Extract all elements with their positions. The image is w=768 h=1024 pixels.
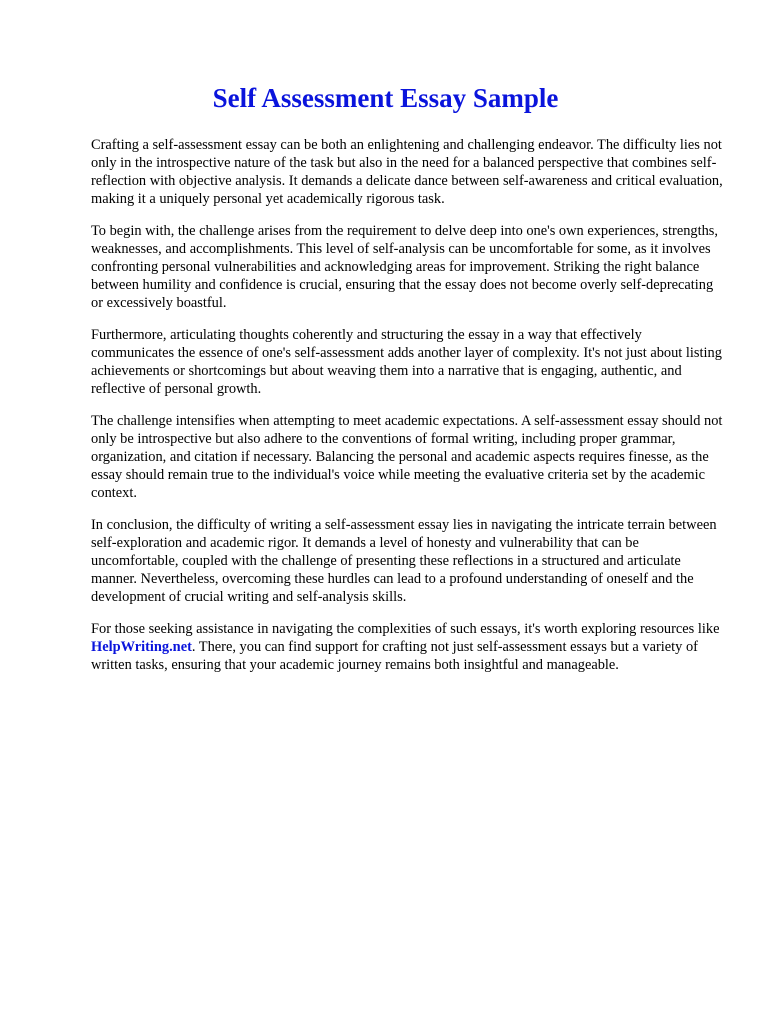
paragraph-structure: Furthermore, articulating thoughts coherently and structuring the essay in a way that effectively communicates the essence of one's self-assessment adds another layer of complexity. It's not just about listing achievements or shortcomings but about weaving them into a narrative that is engaging, authentic, and reflective of personal growth.: [91, 327, 722, 397]
resources-text-after-link: . There, you can find support for crafting not just self-assessment essays but a variety of written tasks, ensuring that your academic journey remains both insightful and manageable.: [91, 639, 698, 673]
paragraph-challenge: To begin with, the challenge arises from the requirement to delve deep into one's own experiences, strengths, weaknesses, and accomplishments. This level of self-analysis can be uncomfortable for some, as it involves confronting personal vulnerabilities and acknowledging areas for improvement. Striking the right balance between humility and confidence is crucial, ensuring that the essay does not become overly self-deprecating or excessively boastful.: [91, 223, 718, 311]
paragraph-intro: Crafting a self-assessment essay can be both an enlightening and challenging endeavor. The difficulty lies not only in the introspective nature of the task but also in the need for a balanced perspective that combines self-reflection with objective analysis. It demands a delicate dance between self-awareness and critical evaluation, making it a uniquely personal yet academically rigorous task.: [91, 137, 723, 207]
paragraph-academic: The challenge intensifies when attempting to meet academic expectations. A self-assessment essay should not only be introspective but also adhere to the conventions of formal writing, including proper grammar, organization, and citation if necessary. Balancing the personal and academic aspects requires finesse, as the essay should remain true to the individual's voice while meeting the evaluative criteria set by the academic context.: [91, 413, 723, 501]
paragraph-resources: [91, 620, 724, 674]
paragraph-conclusion: In conclusion, the difficulty of writing a self-assessment essay lies in navigating the intricate terrain between self-exploration and academic rigor. It demands a level of honesty and vulnerability that can be uncomfortable, coupled with the challenge of presenting these reflections in a structured and articulate manner. Nevertheless, overcoming these hurdles can lead to a profound understanding of oneself and the development of crucial writing and self-analysis skills.: [91, 517, 717, 605]
document-title: Self Assessment Essay Sample: [212, 83, 559, 113]
resources-text-before-link: For those seeking assistance in navigating the complexities of such essays, it's worth exploring resources like: [91, 621, 720, 637]
helpwriting-link[interactable]: HelpWriting.net: [91, 639, 192, 655]
